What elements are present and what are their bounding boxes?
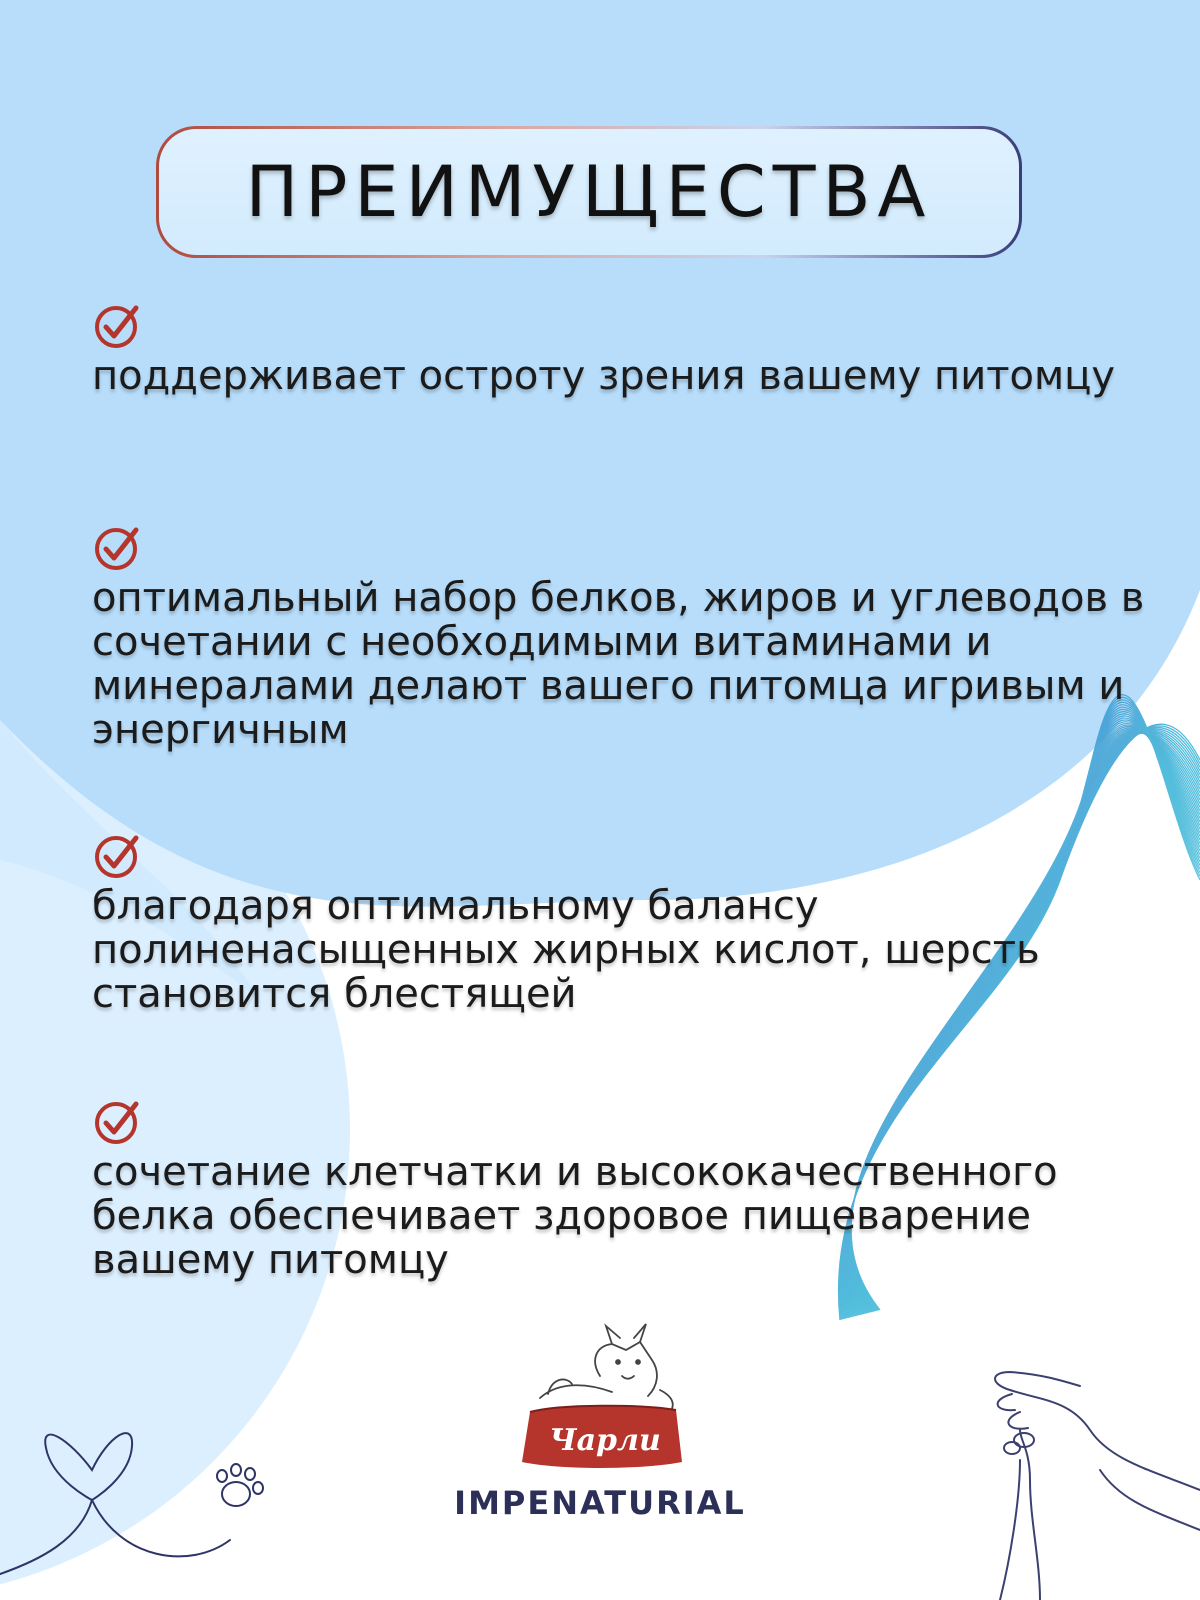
benefit-item: [92, 1096, 1172, 1282]
check-circle-icon: [92, 830, 144, 882]
brand-logo: [520, 1406, 690, 1476]
benefit-text: поддерживает остроту зрения вашему питомцу: [92, 353, 1116, 399]
brand-logo-text: Чарли: [549, 1423, 661, 1458]
benefit-item: [92, 522, 1172, 752]
title-banner: [156, 126, 1022, 258]
benefit-item: [92, 830, 1172, 1016]
page-title: ПРЕИМУЩЕСТВА: [245, 151, 933, 233]
check-circle-icon: [92, 522, 144, 574]
benefit-text: благодаря оптимальному балансу полиненасыщенных жирных кислот, шерсть становится блестящей: [92, 883, 1040, 1017]
benefit-item: [92, 300, 1172, 398]
brand-name: IMPENATURIAL: [454, 1484, 746, 1522]
check-circle-icon: [92, 1096, 144, 1148]
check-circle-icon: [92, 300, 144, 352]
benefit-text: сочетание клетчатки и высококачественного белка обеспечивает здоровое пищеварение вашему питомцу: [92, 1149, 1058, 1283]
benefit-text: оптимальный набор белков, жиров и углеводов в сочетании с необходимыми витаминами и минералами делают вашего питомца игривым и энергичным: [92, 575, 1145, 753]
